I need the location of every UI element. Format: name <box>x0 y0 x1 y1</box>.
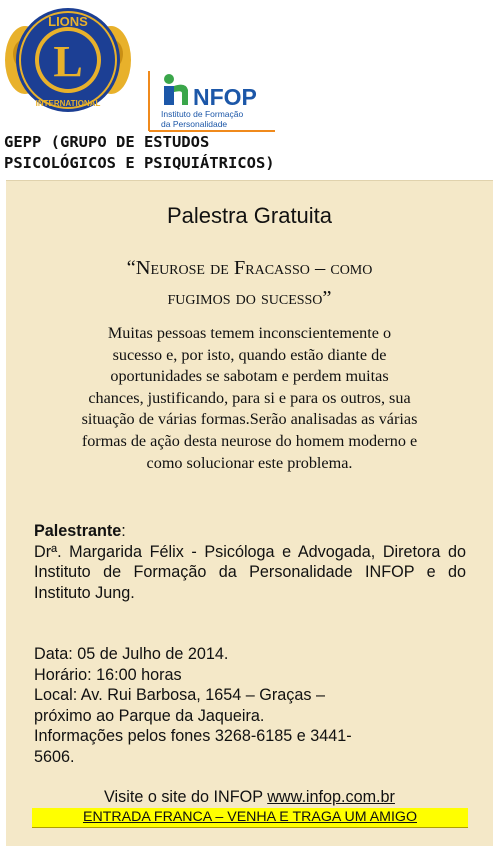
lecture-title <box>26 253 473 313</box>
speaker-label-colon: : <box>121 522 126 540</box>
website-line <box>6 788 493 807</box>
description-line: situação de várias formas.Serão analisadas as várias <box>81 410 418 429</box>
event-details <box>34 644 466 767</box>
lions-bottom-text: INTERNATIONAL <box>35 99 101 108</box>
lecture-description <box>18 323 481 474</box>
infop-tagline-1: Instituto de Formação <box>161 109 244 119</box>
lecture-title-line-1: “Neurose de Fracasso – como <box>126 257 373 279</box>
lecture-title-line-2: fugimos do sucesso” <box>167 287 332 309</box>
event-panel <box>6 180 493 846</box>
description-line: como solucionar este problema. <box>146 453 353 472</box>
infop-tagline-2: da Personalidade <box>161 119 228 129</box>
lions-top-text: LIONS <box>48 14 88 29</box>
speaker-label: Palestrante <box>34 522 122 540</box>
description-line: oportunidades se sabotam e perdem muitas <box>110 367 389 386</box>
event-time: Horário: 16:00 horas <box>34 665 182 684</box>
description-line: formas de ação desta neurose do homem moderno e <box>81 431 418 450</box>
event-heading: Palestra Gratuita <box>166 203 333 228</box>
event-phones-line-1: Informações pelos fones 3268-6185 e 3441- <box>34 727 352 745</box>
infop-brand-text: NFOP <box>193 84 257 110</box>
website-prefix: Visite o site do INFOP <box>104 788 268 806</box>
lions-letter: L <box>53 37 83 86</box>
organization-title-line-1: GEPP (GRUPO DE ESTUDOS <box>4 133 210 151</box>
organization-title <box>4 132 494 174</box>
website-link[interactable]: www.infop.com.br <box>267 788 395 806</box>
organization-title-line-2: PSICOLÓGICOS E PSIQUIÁTRICOS) <box>4 154 275 172</box>
speaker-section <box>34 521 466 603</box>
description-line: chances, justificando, para si e para os outros, sua <box>88 388 411 407</box>
free-entry-text: ENTRADA FRANCA – VENHA E TRAGA UM AMIGO <box>82 809 417 825</box>
event-date: Data: 05 de Julho de 2014. <box>34 645 229 663</box>
event-phones-line-2: 5606. <box>34 747 75 766</box>
free-entry-banner <box>32 808 468 827</box>
event-location-line-2: próximo ao Parque da Jaqueira. <box>34 706 265 725</box>
description-line: sucesso e, por isto, quando estão diante de <box>112 345 387 364</box>
speaker-description: Drª. Margarida Félix - Psicóloga e Advogada, Diretora do Instituto de Formação da Personalidade INFOP e do Instituto Jung. <box>34 542 466 602</box>
lions-international-logo <box>3 2 133 120</box>
event-location-line-1: Local: Av. Rui Barbosa, 1654 – Graças – <box>34 686 325 704</box>
infop-logo <box>147 69 279 133</box>
description-line: Muitas pessoas temem inconscientemente o <box>107 324 392 342</box>
